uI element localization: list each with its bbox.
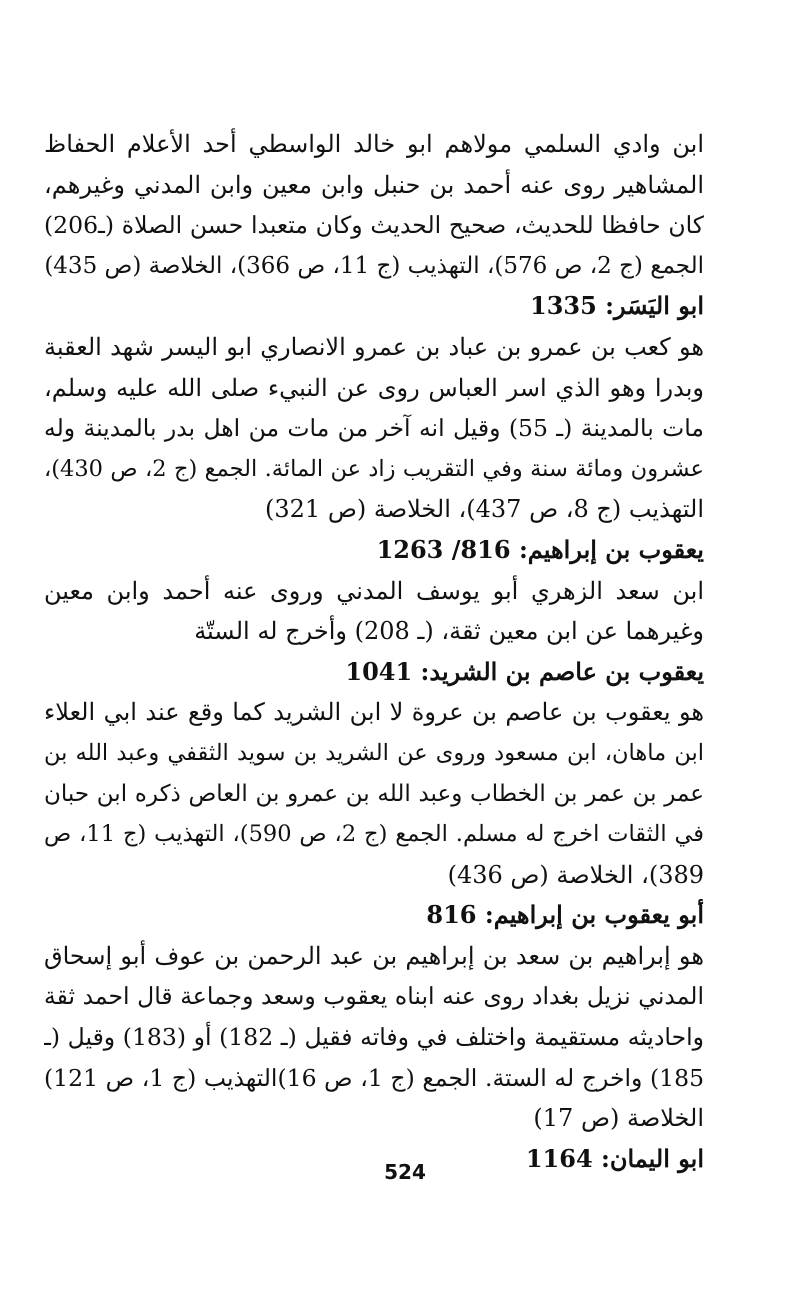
text-line: واحاديثه مستقيمة واختلف في وفاته فقيل (ـ 182) أو (183) وقيل (ـ <box>44 1023 704 1052</box>
text-line: عشرون ومائة سنة وفي التقريب زاد عن المائة. الجمع (ج 2، ص 430)، <box>44 455 704 482</box>
text-line: في الثقات اخرج له مسلم. الجمع (ج 2، ص 590)، التهذيب (ج 11، ص <box>44 821 704 848</box>
text-line: المدني نزيل بغداد روى عنه ابناه يعقوب وسعد وجماعة قال احمد ثقة <box>44 982 704 1011</box>
entry-heading: يعقوب بن إبراهيم: 816/ 1263 <box>376 534 704 564</box>
text-line: هو يعقوب بن عاصم بن عروة لا ابن الشريد كما وقع عند ابي العلاء <box>44 698 704 727</box>
text-line: التهذيب (ج 8، ص 437)، الخلاصة (ص 321) <box>265 495 704 524</box>
text-line: 185) واخرج له الستة. الجمع (ج 1، ص 16)التهذيب (ج 1، ص 121) <box>44 1063 704 1092</box>
page-number: 524 <box>384 1160 426 1184</box>
entry-heading: ابو اليَسَر: 1335 <box>530 291 704 321</box>
text-line: ابن ماهان، ابن مسعود وروى عن الشريد بن سويد الثقفي وعبد الله بن <box>44 739 704 766</box>
text-line: مات بالمدينة (ـ 55) وقيل انه آخر من مات من اهل بدر بالمدينة وله <box>44 414 704 443</box>
text-line: 389)، الخلاصة (ص 436) <box>447 860 704 889</box>
entry-heading: يعقوب بن عاصم بن الشريد: 1041 <box>345 656 704 686</box>
text-line: وغيرهما عن ابن معين ثقة، (ـ 208) وأخرج له الستّة <box>194 617 704 646</box>
text-line: هو كعب بن عمرو بن عباد بن عمرو الانصاري ابو اليسر شهد العقبة <box>44 332 704 361</box>
text-line: كان حافظا للحديث، صحيح الحديث وكان متعبدا حسن الصلاة (ـ206) <box>44 211 704 240</box>
text-line: هو إبراهيم بن سعد بن إبراهيم بن عبد الرحمن بن عوف أبو إسحاق <box>44 941 704 970</box>
text-line: ابن سعد الزهري أبو يوسف المدني وروى عنه أحمد وابن معين <box>44 576 704 605</box>
entry-heading: ابو اليمان: 1164 <box>525 1143 704 1173</box>
page-body <box>44 124 704 1179</box>
text-line: المشاهير روى عنه أحمد بن حنبل وابن معين وابن المدني وغيرهم، <box>44 170 704 199</box>
entry-heading: أبو يعقوب بن إبراهيم: 816 <box>426 900 704 930</box>
text-line: ابن وادي السلمي مولاهم ابو خالد الواسطي أحد الأعلام الحفاظ <box>44 130 704 158</box>
text-line: عمر بن عمر بن الخطاب وعبد الله بن عمرو بن العاص ذكره ابن حبان <box>44 780 704 807</box>
text-line: الجمع (ج 2، ص 576)، التهذيب (ج 11، ص 366)، الخلاصة (ص 435) <box>44 252 704 279</box>
text-line: وبدرا وهو الذي اسر العباس روى عن النبيء صلى الله عليه وسلم، <box>44 373 704 402</box>
text-line: الخلاصة (ص 17) <box>533 1104 704 1133</box>
